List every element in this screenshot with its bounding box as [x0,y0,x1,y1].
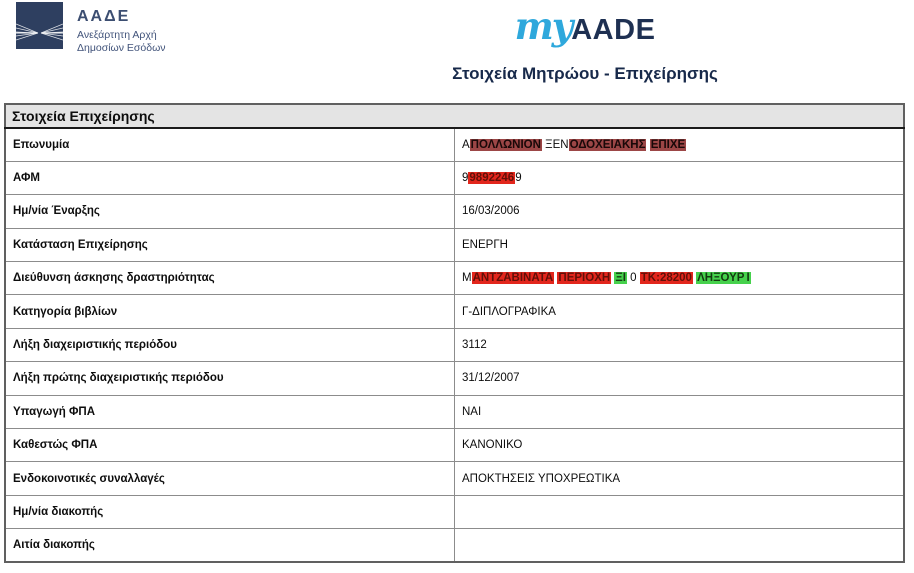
aade-acronym: ΑΑΔΕ [77,8,131,25]
row-value [455,161,905,194]
value-text: ΝΑΙ [462,405,482,418]
row-label: Ενδοκοινοτικές συναλλαγές [5,462,455,495]
table-row [5,195,904,228]
redacted-segment: ΤΚ:28200 [640,272,692,285]
table-title-row [5,104,904,128]
logo-subtitle-line2: Δημοσίων Εσόδων [77,41,166,54]
row-label: Αιτία διακοπής [5,529,455,562]
table-row [5,262,904,295]
value-text: 31/12/2007 [462,372,520,385]
value-text: Μ [462,272,472,285]
myaade-wordmark [380,0,790,52]
table-row [5,161,904,194]
row-label: Υπαγωγή ΦΠΑ [5,395,455,428]
aade-lighthouse-logo-icon [16,2,63,49]
value-text: 3112 [462,339,487,352]
page-header [0,0,914,100]
row-value [455,362,905,395]
value-text: ΑΠΟΚΤΗΣΕΙΣ ΥΠΟΧΡΕΩΤΙΚΑ [462,472,621,485]
redacted-segment: Ι [746,272,750,285]
row-label: Ημ/νία Έναρξης [5,195,455,228]
redacted-segment: ΕΠΙΧΕ [650,138,686,151]
logo-subtitle-line1: Ανεξάρτητη Αρχή [77,28,157,41]
row-value [455,462,905,495]
row-value [455,195,905,228]
table-row [5,495,904,528]
redacted-segment: ΑΝΤΖΑΒΙΝΑΤΑ [472,272,554,285]
table-row [5,128,904,161]
redacted-segment: ΠΕΡΙΟΧΗ [558,272,611,285]
row-label: Κατάσταση Επιχείρησης [5,228,455,261]
row-value [455,228,905,261]
registry-table [4,103,905,563]
page-title: Στοιχεία Μητρώου - Επιχείρησης [452,64,718,83]
value-text: 9 [515,172,522,185]
row-value [455,295,905,328]
value-text: 9 [462,172,469,185]
redacted-segment: ΛΗΞΟΥΡ [697,272,745,285]
table-title: Στοιχεία Επιχείρησης [5,104,904,128]
redacted-segment: 9892246 [469,172,515,185]
registry-table-body [5,104,904,562]
row-label: ΑΦΜ [5,161,455,194]
table-row [5,228,904,261]
row-label: Καθεστώς ΦΠΑ [5,429,455,462]
row-label: Ημ/νία διακοπής [5,495,455,528]
value-text: 0 [626,272,640,285]
value-text: Γ-ΔΙΠΛΟΓΡΑΦΙΚΑ [462,305,556,318]
aade-logo [16,2,166,55]
table-row [5,462,904,495]
value-text: ΚΑΝΟΝΙΚΟ [462,439,523,452]
value-text: ΕΝΕΡΓΗ [462,238,508,251]
row-value [455,395,905,428]
redacted-segment: ΟΔΟΧΕΙΑΚΗΣ [569,138,646,151]
row-value [455,262,905,295]
redacted-segment: ΠΟΛΛΩΝΙΟΝ [470,138,541,151]
value-text: 16/03/2006 [462,205,520,218]
redacted-segment: ΞΙ [615,272,626,285]
row-value [455,529,905,562]
wordmark-my: my [514,4,572,48]
row-label: Λήξη πρώτης διαχειριστικής περιόδου [5,362,455,395]
value-text: ΞΕΝ [545,138,569,151]
row-value [455,429,905,462]
row-label: Διεύθυνση άσκησης δραστηριότητας [5,262,455,295]
row-value [455,328,905,361]
table-row [5,529,904,562]
wordmark-aade: AADE [571,14,656,46]
table-row [5,362,904,395]
table-row [5,295,904,328]
table-row [5,429,904,462]
row-value [455,128,905,161]
row-label: Επωνυμία [5,128,455,161]
table-row [5,328,904,361]
table-row [5,395,904,428]
value-text: Α [462,138,470,151]
row-label: Λήξη διαχειριστικής περιόδου [5,328,455,361]
row-label: Κατηγορία βιβλίων [5,295,455,328]
row-value [455,495,905,528]
